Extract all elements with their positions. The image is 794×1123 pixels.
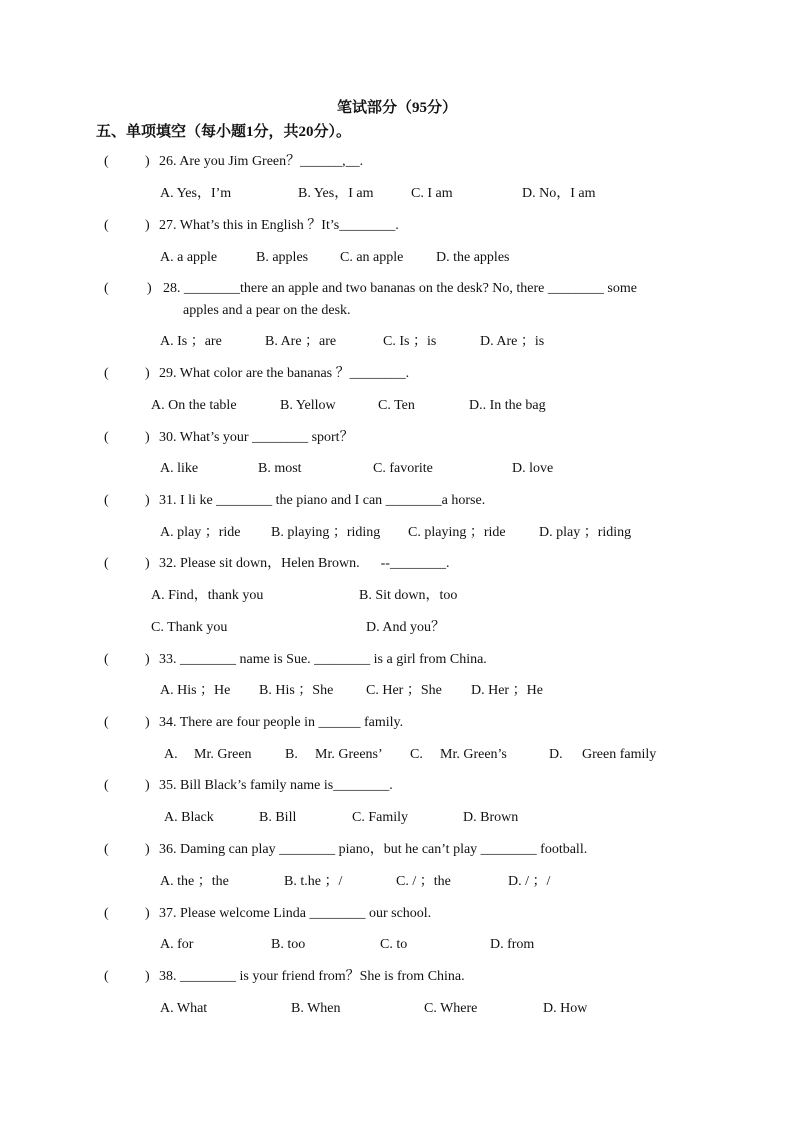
- option-b: B. Yellow: [280, 398, 336, 413]
- option-b: B. most: [258, 461, 302, 476]
- answer-paren-open: (: [104, 906, 109, 921]
- option-b: B. t.he ；/: [284, 874, 343, 889]
- option-d-letter: D.: [549, 747, 563, 762]
- question-stem: 32. Please sit down，Helen Brown. --________.: [159, 556, 450, 571]
- option-a-letter: A.: [164, 747, 178, 762]
- option-b: B. Sit down，too: [359, 588, 458, 603]
- answer-paren-close: ): [145, 906, 150, 921]
- option-b: Mr. Greens’: [315, 747, 383, 762]
- answer-paren-close: ): [145, 154, 150, 169]
- option-a: A. His ；He: [160, 683, 231, 698]
- option-c: C. Family: [352, 810, 409, 825]
- option-a: Mr. Green: [194, 747, 252, 762]
- question-stem: 33. ________ name is Sue. ________ is a girl from China.: [159, 652, 487, 667]
- option-c: C. Is ；is: [383, 334, 437, 349]
- option-d: D. play ；riding: [539, 525, 632, 540]
- answer-paren-open: (: [104, 842, 109, 857]
- answer-paren-close: ): [145, 715, 150, 730]
- question-stem: 27. What’s this in English ？It’s________.: [159, 218, 399, 233]
- option-d: D. love: [512, 461, 554, 476]
- answer-paren-close: ): [145, 430, 150, 445]
- option-b: B. Yes，I am: [298, 186, 374, 201]
- option-c: C. Where: [424, 1001, 478, 1016]
- option-a: A. On the table: [151, 398, 237, 413]
- question-stem: 38. ________ is your friend from？She is from China.: [159, 969, 465, 984]
- answer-paren-open: (: [104, 652, 109, 667]
- option-b: B. His ；She: [259, 683, 334, 698]
- option-a: A. like: [160, 461, 199, 476]
- option-c: C. / ；the: [396, 874, 451, 889]
- answer-paren-close: ): [145, 969, 150, 984]
- answer-paren-open: (: [104, 715, 109, 730]
- answer-paren-close: ): [145, 493, 150, 508]
- question-stem-continued: apples and a pear on the desk.: [183, 303, 351, 318]
- answer-paren-open: (: [104, 218, 109, 233]
- option-a: A. for: [160, 937, 194, 952]
- option-c: C. to: [380, 937, 408, 952]
- option-d: D. / ；/: [508, 874, 551, 889]
- option-a: A. play ；ride: [160, 525, 241, 540]
- section-heading: 五、单项填空（每小题1分，共20分）。: [96, 124, 352, 140]
- answer-paren-close: ): [145, 842, 150, 857]
- option-c: C. Her ；She: [366, 683, 442, 698]
- answer-paren-open: (: [104, 969, 109, 984]
- option-c: C. Ten: [378, 398, 415, 413]
- option-d: Green family: [582, 747, 657, 762]
- option-c: C. I am: [411, 186, 453, 201]
- page-title: 笔试部分（95分）: [336, 100, 457, 116]
- answer-paren-open: (: [104, 556, 109, 571]
- option-b: B. too: [271, 937, 306, 952]
- option-c: C. favorite: [373, 461, 433, 476]
- option-d: D. Her ；He: [471, 683, 543, 698]
- option-c-letter: C.: [410, 747, 423, 762]
- question-stem: 30. What’s your ________ sport？: [159, 430, 354, 445]
- answer-paren-close: ): [145, 218, 150, 233]
- option-c: Mr. Green’s: [440, 747, 507, 762]
- question-stem: 29. What color are the bananas ？________.: [159, 366, 410, 381]
- question-stem: 36. Daming can play ________ piano，but he can’t play ________ football.: [159, 842, 588, 857]
- option-a: A. What: [160, 1001, 208, 1016]
- option-d: D. And you？: [366, 620, 445, 635]
- answer-paren-open: (: [104, 366, 109, 381]
- option-b: B. When: [291, 1001, 341, 1016]
- answer-paren-close: ): [147, 281, 152, 296]
- question-stem: 31. I li ke ________ the piano and I can ________a horse.: [159, 493, 486, 508]
- option-b: B. Bill: [259, 810, 297, 825]
- question-stem: 34. There are four people in ______ family.: [159, 715, 404, 730]
- answer-paren-open: (: [104, 154, 109, 169]
- option-d: D. from: [490, 937, 535, 952]
- option-d: D. the apples: [436, 250, 510, 265]
- option-a: A. a apple: [160, 250, 218, 265]
- option-a: A. Black: [164, 810, 214, 825]
- question-stem: 35. Bill Black’s family name is________.: [159, 778, 393, 793]
- option-d: D. No，I am: [522, 186, 596, 201]
- option-a: A. Find，thank you: [151, 588, 264, 603]
- question-stem: 28. ________there an apple and two bananas on the desk? No, there ________ some: [163, 281, 637, 296]
- option-a: A. Yes，I’m: [160, 186, 232, 201]
- answer-paren-close: ): [145, 556, 150, 571]
- answer-paren-close: ): [145, 778, 150, 793]
- option-b: B. apples: [256, 250, 309, 265]
- option-d: D. Are ；is: [480, 334, 545, 349]
- option-d: D. How: [543, 1001, 588, 1016]
- option-c: C. playing ；ride: [408, 525, 506, 540]
- answer-paren-open: (: [104, 493, 109, 508]
- option-a: A. Is ；are: [160, 334, 222, 349]
- question-stem: 26. Are you Jim Green？______,__.: [159, 154, 364, 169]
- answer-paren-close: ): [145, 652, 150, 667]
- option-b: B. playing ；riding: [271, 525, 381, 540]
- answer-paren-open: (: [104, 778, 109, 793]
- answer-paren-open: (: [104, 281, 109, 296]
- option-c: C. an apple: [340, 250, 404, 265]
- answer-paren-close: ): [145, 366, 150, 381]
- option-c: C. Thank you: [151, 620, 228, 635]
- option-d: D. Brown: [463, 810, 519, 825]
- question-stem: 37. Please welcome Linda ________ our school.: [159, 906, 432, 921]
- answer-paren-open: (: [104, 430, 109, 445]
- option-d: D.. In the bag: [469, 398, 546, 413]
- option-a: A. the ；the: [160, 874, 229, 889]
- option-b-letter: B.: [285, 747, 298, 762]
- option-b: B. Are ；are: [265, 334, 337, 349]
